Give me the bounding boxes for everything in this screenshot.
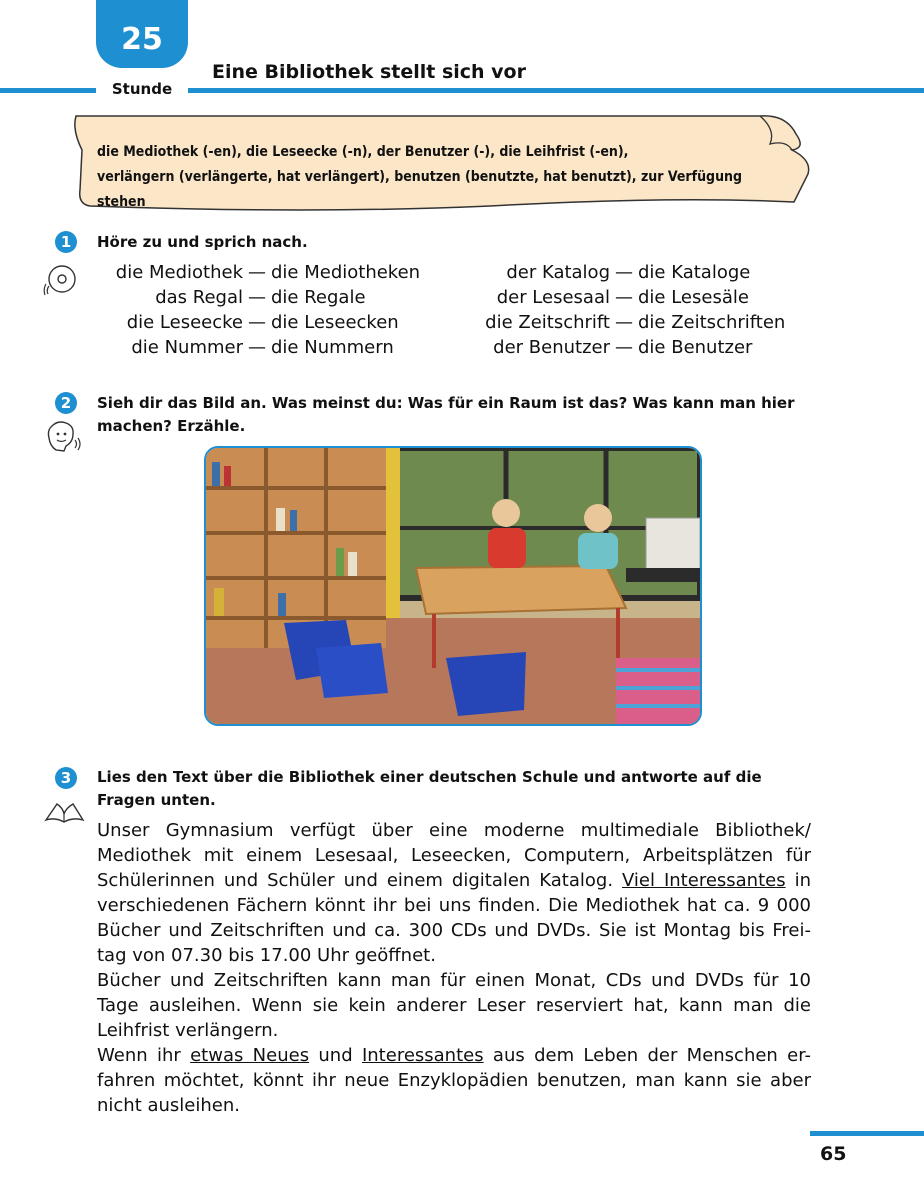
word-pair bbox=[100, 260, 420, 285]
exercise-3-number: 3 bbox=[55, 767, 77, 789]
word-singular: der Benutzer bbox=[493, 337, 610, 358]
word-singular: die Zeitschrift bbox=[485, 312, 610, 333]
vocabulary-line-1: die Mediothek (-en), die Leseecke (-n), der Benutzer (-), die Leihfrist (-en), bbox=[97, 144, 629, 160]
speaking-head-icon bbox=[44, 420, 82, 454]
exercise-2-instruction-line-2: machen? Erzähle. bbox=[97, 417, 246, 435]
library-photo bbox=[204, 446, 702, 726]
exercise-1-instruction: Höre zu und sprich nach. bbox=[97, 233, 308, 251]
word-singular: der Lesesaal bbox=[496, 287, 610, 308]
dash: — bbox=[615, 287, 633, 308]
word-pair bbox=[100, 285, 420, 310]
underlined-phrase: etwas Neues bbox=[190, 1045, 310, 1066]
word-list-right bbox=[470, 260, 785, 360]
exercise-2-instruction-line-1: Sieh dir das Bild an. Was meinst du: Was für ein Raum ist das? Was kann man hier bbox=[97, 394, 795, 412]
dash: — bbox=[248, 337, 266, 358]
reading-paragraph-1 bbox=[97, 818, 811, 968]
word-plural: die Zeitschriften bbox=[638, 312, 786, 333]
word-plural: die Nummern bbox=[271, 337, 394, 358]
word-list-left bbox=[100, 260, 420, 360]
dash: — bbox=[615, 337, 633, 358]
word-pair bbox=[100, 335, 420, 360]
lesson-label: Stunde bbox=[111, 80, 173, 98]
footer-rule bbox=[810, 1131, 924, 1136]
vocabulary-line-2: verlängern (verlängerte, hat verlängert), benutzen (benutzte, hat benutzt), zur Verfügung stehen bbox=[97, 169, 743, 210]
lesson-number-badge: 25 bbox=[96, 0, 188, 68]
underlined-phrase: Viel Interessantes bbox=[622, 870, 786, 891]
dash: — bbox=[248, 287, 266, 308]
word-pair bbox=[470, 335, 785, 360]
word-singular: die Nummer bbox=[131, 337, 243, 358]
word-singular: der Katalog bbox=[506, 262, 610, 283]
reading-paragraph-2: Bücher und Zeitschriften kann man für einen Monat, CDs und DVDs für 10 Tage ausleihen. Wenn sie kein anderer Leser reserviert hat, kann man die Leihfrist verlängern. bbox=[97, 970, 811, 1041]
word-plural: die Benutzer bbox=[638, 337, 753, 358]
word-pair bbox=[470, 310, 785, 335]
dash: — bbox=[248, 262, 266, 283]
page-title: Eine Bibliothek stellt sich vor bbox=[212, 61, 526, 83]
reading-text-segment: aus dem Leben der Menschen er-fahren möchtet, könnt ihr neue Enzyklopädien benutzen, man kann sie aber nicht ausleihen. bbox=[97, 1045, 811, 1116]
word-singular: die Mediothek bbox=[115, 262, 243, 283]
reading-text bbox=[97, 818, 811, 1118]
page-number: 65 bbox=[820, 1143, 847, 1165]
library-illustration bbox=[206, 448, 700, 724]
word-singular: das Regal bbox=[155, 287, 243, 308]
word-singular: die Leseecke bbox=[126, 312, 243, 333]
word-plural: die Lesesäle bbox=[638, 287, 749, 308]
reading-text-segment: und bbox=[309, 1045, 362, 1066]
reading-paragraph-3 bbox=[97, 1043, 811, 1118]
dash: — bbox=[615, 262, 633, 283]
exercise-3-instruction bbox=[97, 766, 811, 812]
word-plural: die Kataloge bbox=[638, 262, 751, 283]
word-plural: die Regale bbox=[271, 287, 366, 308]
header-rule-right bbox=[188, 88, 924, 93]
exercise-3-instruction-line-1: Lies den Text über die Bibliothek einer deutschen Schule und antworte auf die bbox=[97, 768, 762, 786]
dash: — bbox=[248, 312, 266, 333]
audio-cd-icon bbox=[43, 262, 79, 298]
reading-text-segment: Unser Gymnasium verfügt über eine moderne multimediale Bibliothek/ Mediothek mit einem Lesesaal, Leseecken, Computern, Arbeitsplätzen für Schülerinnen und Schüler und einem digitalen Katalog. bbox=[97, 820, 811, 891]
word-pair bbox=[100, 310, 420, 335]
word-plural: die Mediotheken bbox=[271, 262, 421, 283]
reading-text-segment: in verschiedenen Fächern könnt ihr bei uns finden. Die Mediothek hat ca. 9 000 Bücher und Zeitschriften und ca. 300 CDs und DVDs. Sie ist Montag bis Frei-tag von 07.30 bis 17.00 Uhr geöffnet. bbox=[97, 870, 811, 966]
dash: — bbox=[615, 312, 633, 333]
underlined-phrase: Interessantes bbox=[361, 1045, 484, 1066]
exercise-2-instruction bbox=[97, 392, 811, 438]
reading-text-segment: Wenn ihr bbox=[97, 1045, 191, 1066]
open-book-icon bbox=[43, 800, 85, 826]
exercise-3-instruction-line-2: Fragen unten. bbox=[97, 791, 216, 809]
word-pair bbox=[470, 285, 785, 310]
header-rule-left bbox=[0, 88, 96, 93]
exercise-1-number: 1 bbox=[55, 231, 77, 253]
word-pair bbox=[470, 260, 785, 285]
exercise-2-number: 2 bbox=[55, 392, 77, 414]
vocabulary-list bbox=[97, 140, 787, 215]
word-plural: die Leseecken bbox=[271, 312, 399, 333]
